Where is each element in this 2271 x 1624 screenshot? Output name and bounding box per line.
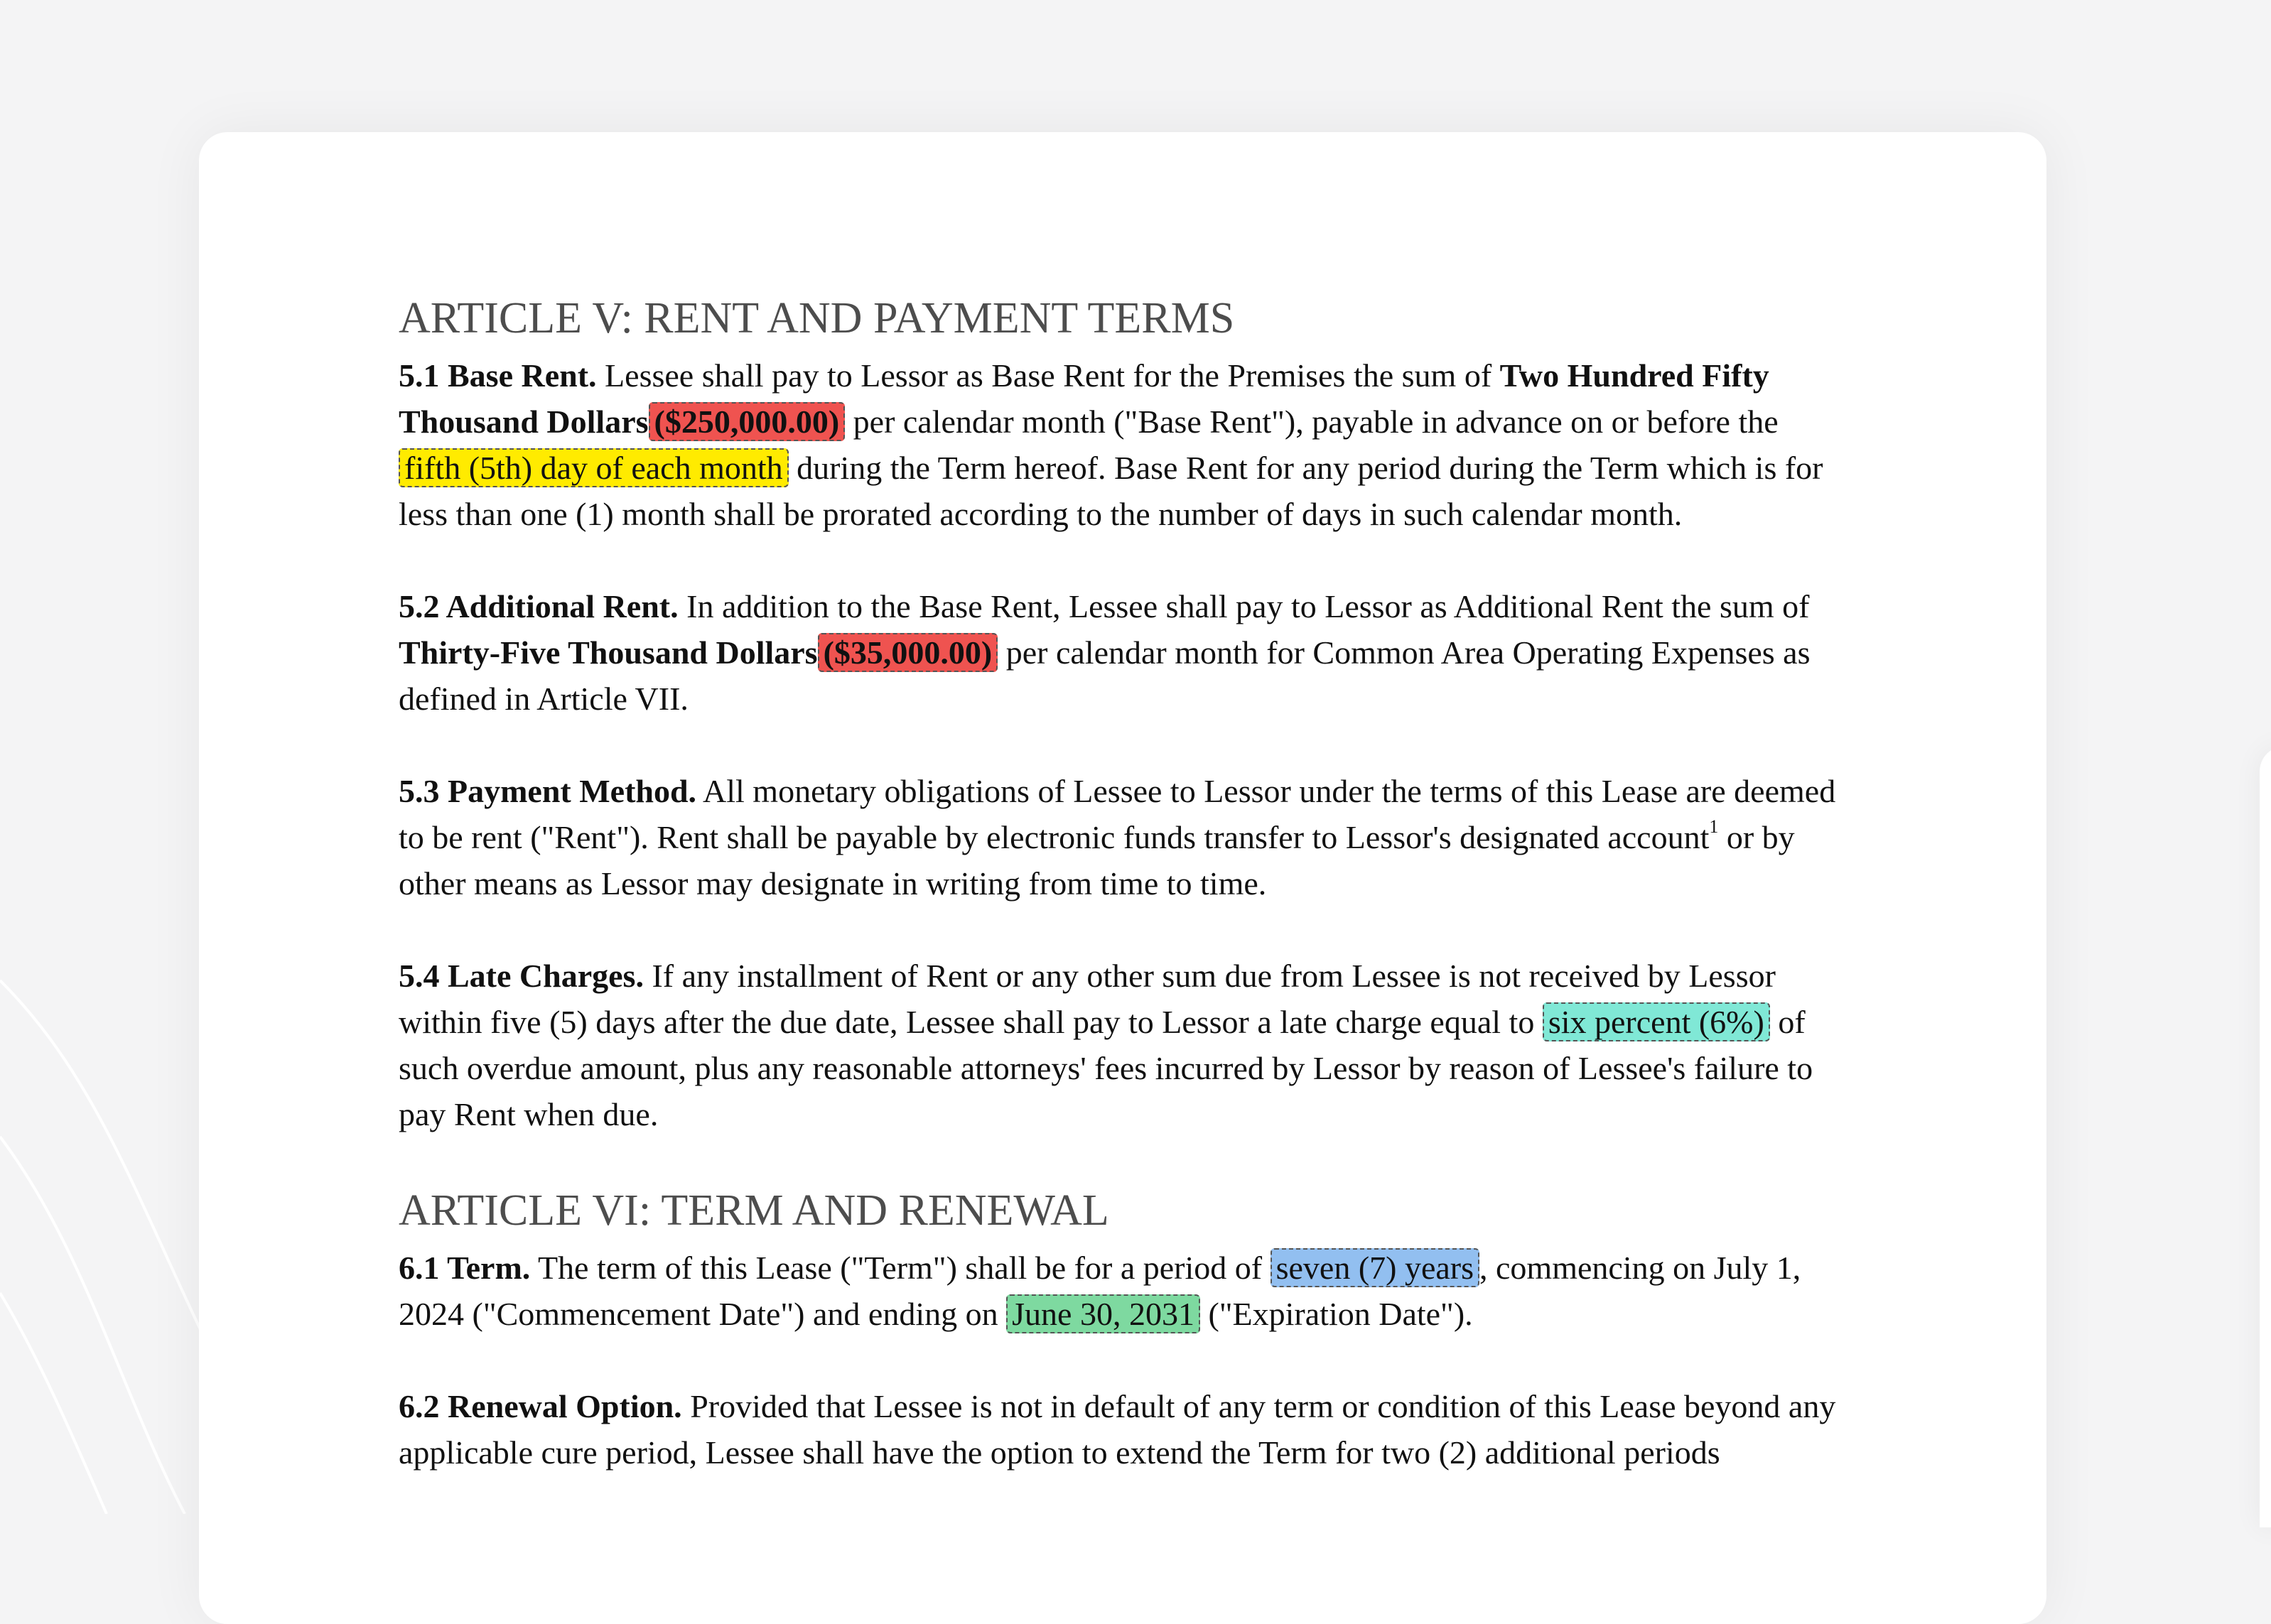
section-5-1-text: per calendar month ("Base Rent"), payable in advance on or before the (845, 404, 1779, 440)
section-6-1 (399, 1245, 1848, 1337)
section-5-3-label: 5.3 Payment Method. (399, 773, 697, 809)
section-5-1-text: during the Term hereof. Base Rent for any period during the Term which is for less than one (1) month shall be prorated according to the number of days in such calendar month. (399, 450, 1823, 532)
section-5-3 (399, 768, 1848, 906)
section-6-2 (399, 1383, 1848, 1476)
additional-rent-amount-words: Thirty-Five Thousand Dollars (399, 634, 818, 671)
section-5-2 (399, 583, 1848, 722)
section-6-1-text: , commencing on July 1, 2024 ("Commencement Date") and ending on (399, 1250, 1801, 1332)
section-5-4-text: of such overdue amount, plus any reasonable attorneys' fees incurred by Lessor by reason of Lessee's failure to pay Rent when due. (399, 1004, 1813, 1132)
expiration-date-highlight[interactable]: June 30, 2031 (1006, 1294, 1200, 1333)
term-period-highlight[interactable]: seven (7) years (1271, 1248, 1479, 1287)
late-charge-rate-highlight[interactable]: six percent (6%) (1543, 1002, 1770, 1041)
section-6-1-text: The term of this Lease ("Term") shall be for a period of (530, 1250, 1271, 1286)
additional-rent-amount-highlight[interactable]: ($35,000.00) (818, 633, 998, 672)
section-5-2-text: per calendar month for Common Area Operating Expenses as defined in Article VII. (399, 634, 1811, 717)
section-6-2-text: Provided that Lessee is not in default of any term or condition of this Lease beyond any applicable cure period, Lessee shall have the option to extend the Term for two (2) additional periods (399, 1388, 1836, 1471)
article-5-heading: ARTICLE V: RENT AND PAYMENT TERMS (399, 294, 1235, 342)
article-6-heading: ARTICLE VI: TERM AND RENEWAL (399, 1186, 1109, 1235)
section-5-1-text: Lessee shall pay to Lessor as Base Rent for the Premises the sum of (596, 357, 1500, 394)
section-5-4-text: If any installment of Rent or any other sum due from Lessee is not received by Lessor within five (5) days after the due date, Lessee shall pay to Lessor a late charge equal to (399, 958, 1776, 1040)
due-day-highlight[interactable]: fifth (5th) day of each month (399, 448, 789, 487)
section-5-1-label: 5.1 Base Rent. (399, 357, 597, 394)
section-5-4 (399, 953, 1848, 1137)
base-rent-amount-words: Two Hundred Fifty Thousand Dollars (399, 357, 1769, 440)
section-5-3-text: or by other means as Lessor may designate in writing from time to time. (399, 819, 1795, 902)
section-6-1-text: ("Expiration Date"). (1199, 1296, 1473, 1332)
adjacent-page-edge (2260, 746, 2271, 1527)
section-5-4-label: 5.4 Late Charges. (399, 958, 644, 994)
section-5-2-label: 5.2 Additional Rent. (399, 588, 679, 624)
section-5-3-text: All monetary obligations of Lessee to Lessor under the terms of this Lease are deemed to be rent ("Rent"). Rent shall be payable by electronic funds transfer to Lessor's designated account (399, 773, 1836, 855)
section-5-2-text: In addition to the Base Rent, Lessee shall pay to Lessor as Additional Rent the sum of (678, 588, 1810, 624)
section-5-1 (399, 352, 1848, 537)
document-content (399, 291, 1848, 1476)
footnote-marker[interactable]: 1 (1709, 816, 1719, 837)
section-6-2-label: 6.2 Renewal Option. (399, 1388, 682, 1424)
base-rent-amount-highlight[interactable]: ($250,000.00) (649, 402, 846, 441)
section-6-1-label: 6.1 Term. (399, 1250, 531, 1286)
